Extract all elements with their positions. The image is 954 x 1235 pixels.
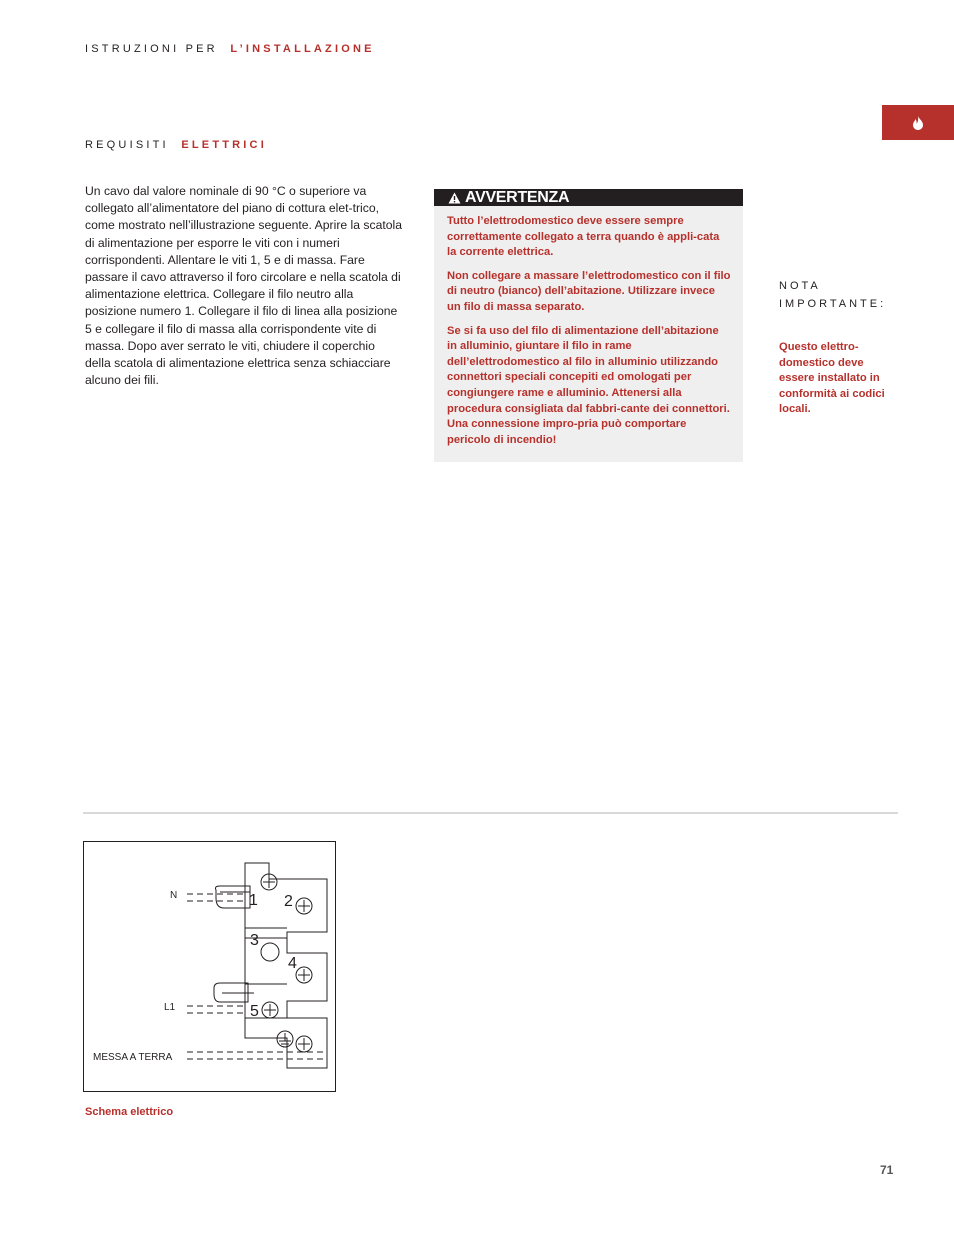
warning-paragraph: Non collegare a massare l’elettrodomestico con il filo di neutro (bianco) dell’abitazione. Utilizzare invece un filo di massa separato. xyxy=(447,269,731,313)
neutral-label: N xyxy=(170,890,178,901)
note-heading-line1: NOTA xyxy=(779,280,821,292)
section-title xyxy=(85,139,267,151)
page-number: 71 xyxy=(880,1163,894,1177)
terminal-4-label: 4 xyxy=(288,955,297,972)
line-label: L1 xyxy=(164,1002,176,1013)
warning-paragraph: Se si fa uso del filo di alimentazione dell’abitazione in alluminio, giuntare il filo in rame dell’elettrodomestico al filo in alluminio utilizzando connettori speciali concepiti ed omologati per congiungere rame e alluminio. Attenersi alla procedura consigliata dal fabbri-cante dei connettori. Una connessione impro-pria può comportare pericolo di incendio! xyxy=(447,324,730,446)
divider xyxy=(83,812,898,814)
warning-box xyxy=(434,189,743,462)
terminal-5-label: 5 xyxy=(250,1003,259,1020)
note-text: Questo elettro-domestico deve essere installato in conformità ai codici locali. xyxy=(779,341,885,416)
section-prefix: REQUISITI xyxy=(85,139,169,151)
page-header xyxy=(85,43,375,55)
header-accent: L’INSTALLAZIONE xyxy=(230,43,375,55)
ground-label: MESSA A TERRA xyxy=(93,1052,173,1063)
warning-title: AVVERTENZA xyxy=(465,188,570,206)
header-prefix: ISTRUZIONI PER xyxy=(85,43,218,55)
flame-icon xyxy=(912,116,924,130)
note-heading-line2: IMPORTANTE: xyxy=(779,298,887,310)
warning-body xyxy=(434,206,743,448)
warning-header xyxy=(434,189,743,206)
terminal-3-label: 3 xyxy=(250,932,259,949)
terminal-2-label: 2 xyxy=(284,893,293,910)
terminal-1-label: 1 xyxy=(249,892,258,909)
warning-triangle-icon xyxy=(448,192,461,204)
warning-paragraph: Tutto l’elettrodomestico deve essere sempre correttamente collegato a terra quando è appli-cata la corrente elettrica. xyxy=(447,215,720,259)
note-heading xyxy=(779,277,886,313)
section-tab xyxy=(882,105,954,140)
body-text: Un cavo dal valore nominale di 90 °C o superiore va collegato all’alimentatore del piano di cottura elet-trico, come mostrato nell’illustrazione seguente. Aprire la scatola di alimentazione per esporre le viti con i numeri corrispondenti. Allentare le viti 1, 5 e di massa. Fare passare il cavo attraverso il foro circolare e nella scatola di alimentazione elettrica. Collegare il filo neutro alla posizione numero 1. Collegare il filo di linea alla posizione 5 e collegare il filo di massa alla corrispondente vite di massa. Dopo aver serrato le viti, chiudere il coperchio della scatola di alimentazione elettrica senza schiacciare alcuno dei fili. xyxy=(85,184,403,388)
wiring-diagram xyxy=(83,841,336,1092)
diagram-caption: Schema elettrico xyxy=(85,1106,174,1118)
section-accent: ELETTRICI xyxy=(181,139,267,151)
